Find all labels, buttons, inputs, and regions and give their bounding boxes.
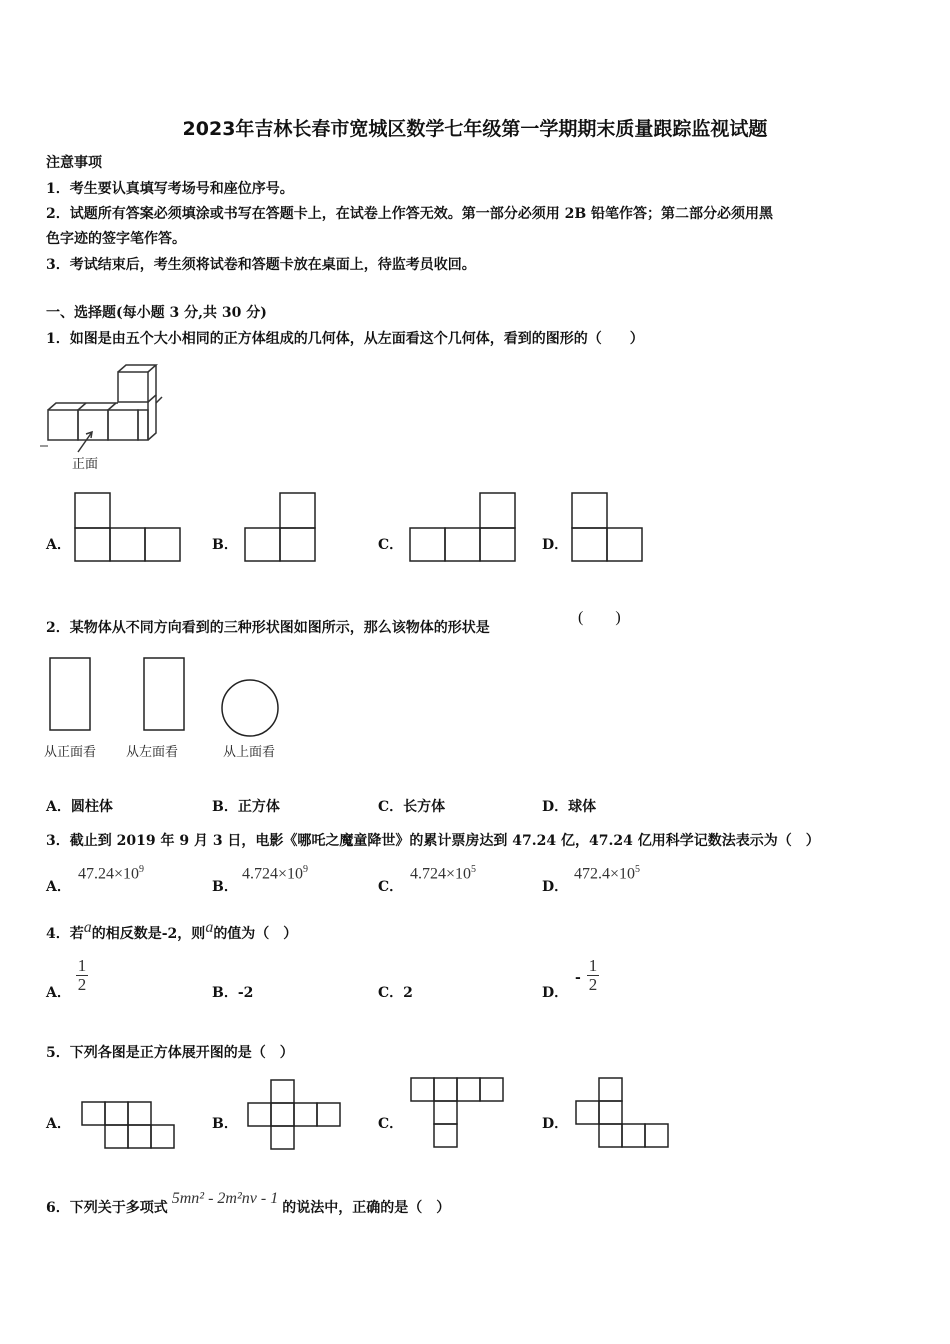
notice-item: 色字迹的签字笔作答。 bbox=[46, 231, 186, 247]
page-title: 2023年吉林长春市宽城区数学七年级第一学期期末质量跟踪监视试题 bbox=[182, 118, 768, 140]
q1-option-b-figure bbox=[242, 490, 322, 564]
option-c-value: $4.724\times 10^5$ bbox=[410, 864, 477, 883]
option-b-label[interactable]: B． bbox=[212, 1116, 238, 1132]
question-2-paren: ( ) bbox=[578, 609, 621, 626]
option-d-minus: - bbox=[575, 970, 581, 986]
option-b[interactable]: B．正方体 bbox=[212, 799, 280, 815]
option-d-label[interactable]: D． bbox=[542, 879, 569, 895]
q1-option-c-figure bbox=[407, 490, 522, 564]
option-a-label[interactable]: A． bbox=[46, 879, 71, 895]
option-a[interactable]: A．圆柱体 bbox=[46, 799, 113, 815]
question-2-text: 2．某物体从不同方向看到的三种形状图如图所示，那么该物体的形状是 bbox=[46, 620, 490, 636]
q2-left-view bbox=[142, 656, 188, 734]
option-a-fraction: 1 2 bbox=[77, 956, 87, 994]
view-label-top: 从上面看 bbox=[223, 745, 276, 760]
notice-heading: 注意事项 bbox=[46, 155, 102, 171]
notice-item: 2．试题所有答案必须填涂或书写在答题卡上，在试卷上作答无效。第一部分必须用 2B 铅笔作答；第二部分必须用黑 bbox=[46, 206, 774, 222]
question-4-text: 4．若a的相反数是-2，则a的值为（ ） bbox=[46, 919, 298, 942]
option-c[interactable]: C．长方体 bbox=[378, 799, 446, 815]
option-d-label[interactable]: D． bbox=[542, 985, 569, 1001]
q2-front-view bbox=[48, 656, 94, 734]
question-3-text: 3．截止到 2019 年 9 月 3 日，电影《哪吒之魔童降世》的累计票房达到 47.24 亿，47.24 亿用科学记数法表示为（ ） bbox=[46, 833, 820, 849]
option-b-value: $4.724\times 10^9$ bbox=[242, 864, 309, 883]
option-d-value: $472.4\times 10^5$ bbox=[574, 864, 641, 883]
option-b-label[interactable]: B． bbox=[212, 537, 238, 553]
section-heading: 一、选择题(每小题 3 分,共 30 分) bbox=[46, 305, 267, 321]
notice-item: 3．考试结束后，考生须将试卷和答题卡放在桌面上，待监考员收回。 bbox=[46, 257, 476, 273]
option-c[interactable]: C．2 bbox=[378, 985, 413, 1001]
q5-option-a-net bbox=[80, 1100, 176, 1152]
option-d[interactable]: D．球体 bbox=[542, 799, 597, 815]
q1-solid-figure bbox=[40, 362, 175, 474]
q1-option-a-figure bbox=[72, 490, 184, 564]
front-label: 正面 bbox=[72, 457, 99, 472]
option-a-label[interactable]: A． bbox=[46, 537, 71, 553]
option-d-label[interactable]: D． bbox=[542, 537, 569, 553]
option-a-label[interactable]: A． bbox=[46, 985, 71, 1001]
view-label-left: 从左面看 bbox=[126, 745, 179, 760]
q2-top-view bbox=[220, 678, 282, 740]
option-b[interactable]: B．-2 bbox=[212, 985, 254, 1001]
option-c-label[interactable]: C． bbox=[378, 1116, 404, 1132]
option-d-label[interactable]: D． bbox=[542, 1116, 569, 1132]
q1-option-d-figure bbox=[569, 490, 649, 564]
question-1-text: 1．如图是由五个大小相同的正方体组成的几何体，从左面看这个几何体，看到的图形的（ ） bbox=[46, 331, 644, 347]
q5-option-b-net bbox=[246, 1078, 342, 1152]
question-6-text: 6．下列关于多项式5mn² - 2m²nv - 1的说法中，正确的是（ ） bbox=[46, 1190, 451, 1216]
option-c-label[interactable]: C． bbox=[378, 537, 404, 553]
view-label-front: 从正面看 bbox=[44, 745, 97, 760]
option-a-value: $47.24\times 10^9$ bbox=[78, 864, 145, 883]
q5-option-d-net bbox=[574, 1076, 670, 1150]
option-d-fraction: 1 2 bbox=[588, 956, 598, 994]
q5-option-c-net bbox=[409, 1076, 505, 1150]
option-c-label[interactable]: C． bbox=[378, 879, 404, 895]
option-a-label[interactable]: A． bbox=[46, 1116, 71, 1132]
option-b-label[interactable]: B． bbox=[212, 879, 238, 895]
notice-item: 1．考生要认真填写考场号和座位序号。 bbox=[46, 181, 294, 197]
question-5-text: 5．下列各图是正方体展开图的是（ ） bbox=[46, 1045, 294, 1061]
